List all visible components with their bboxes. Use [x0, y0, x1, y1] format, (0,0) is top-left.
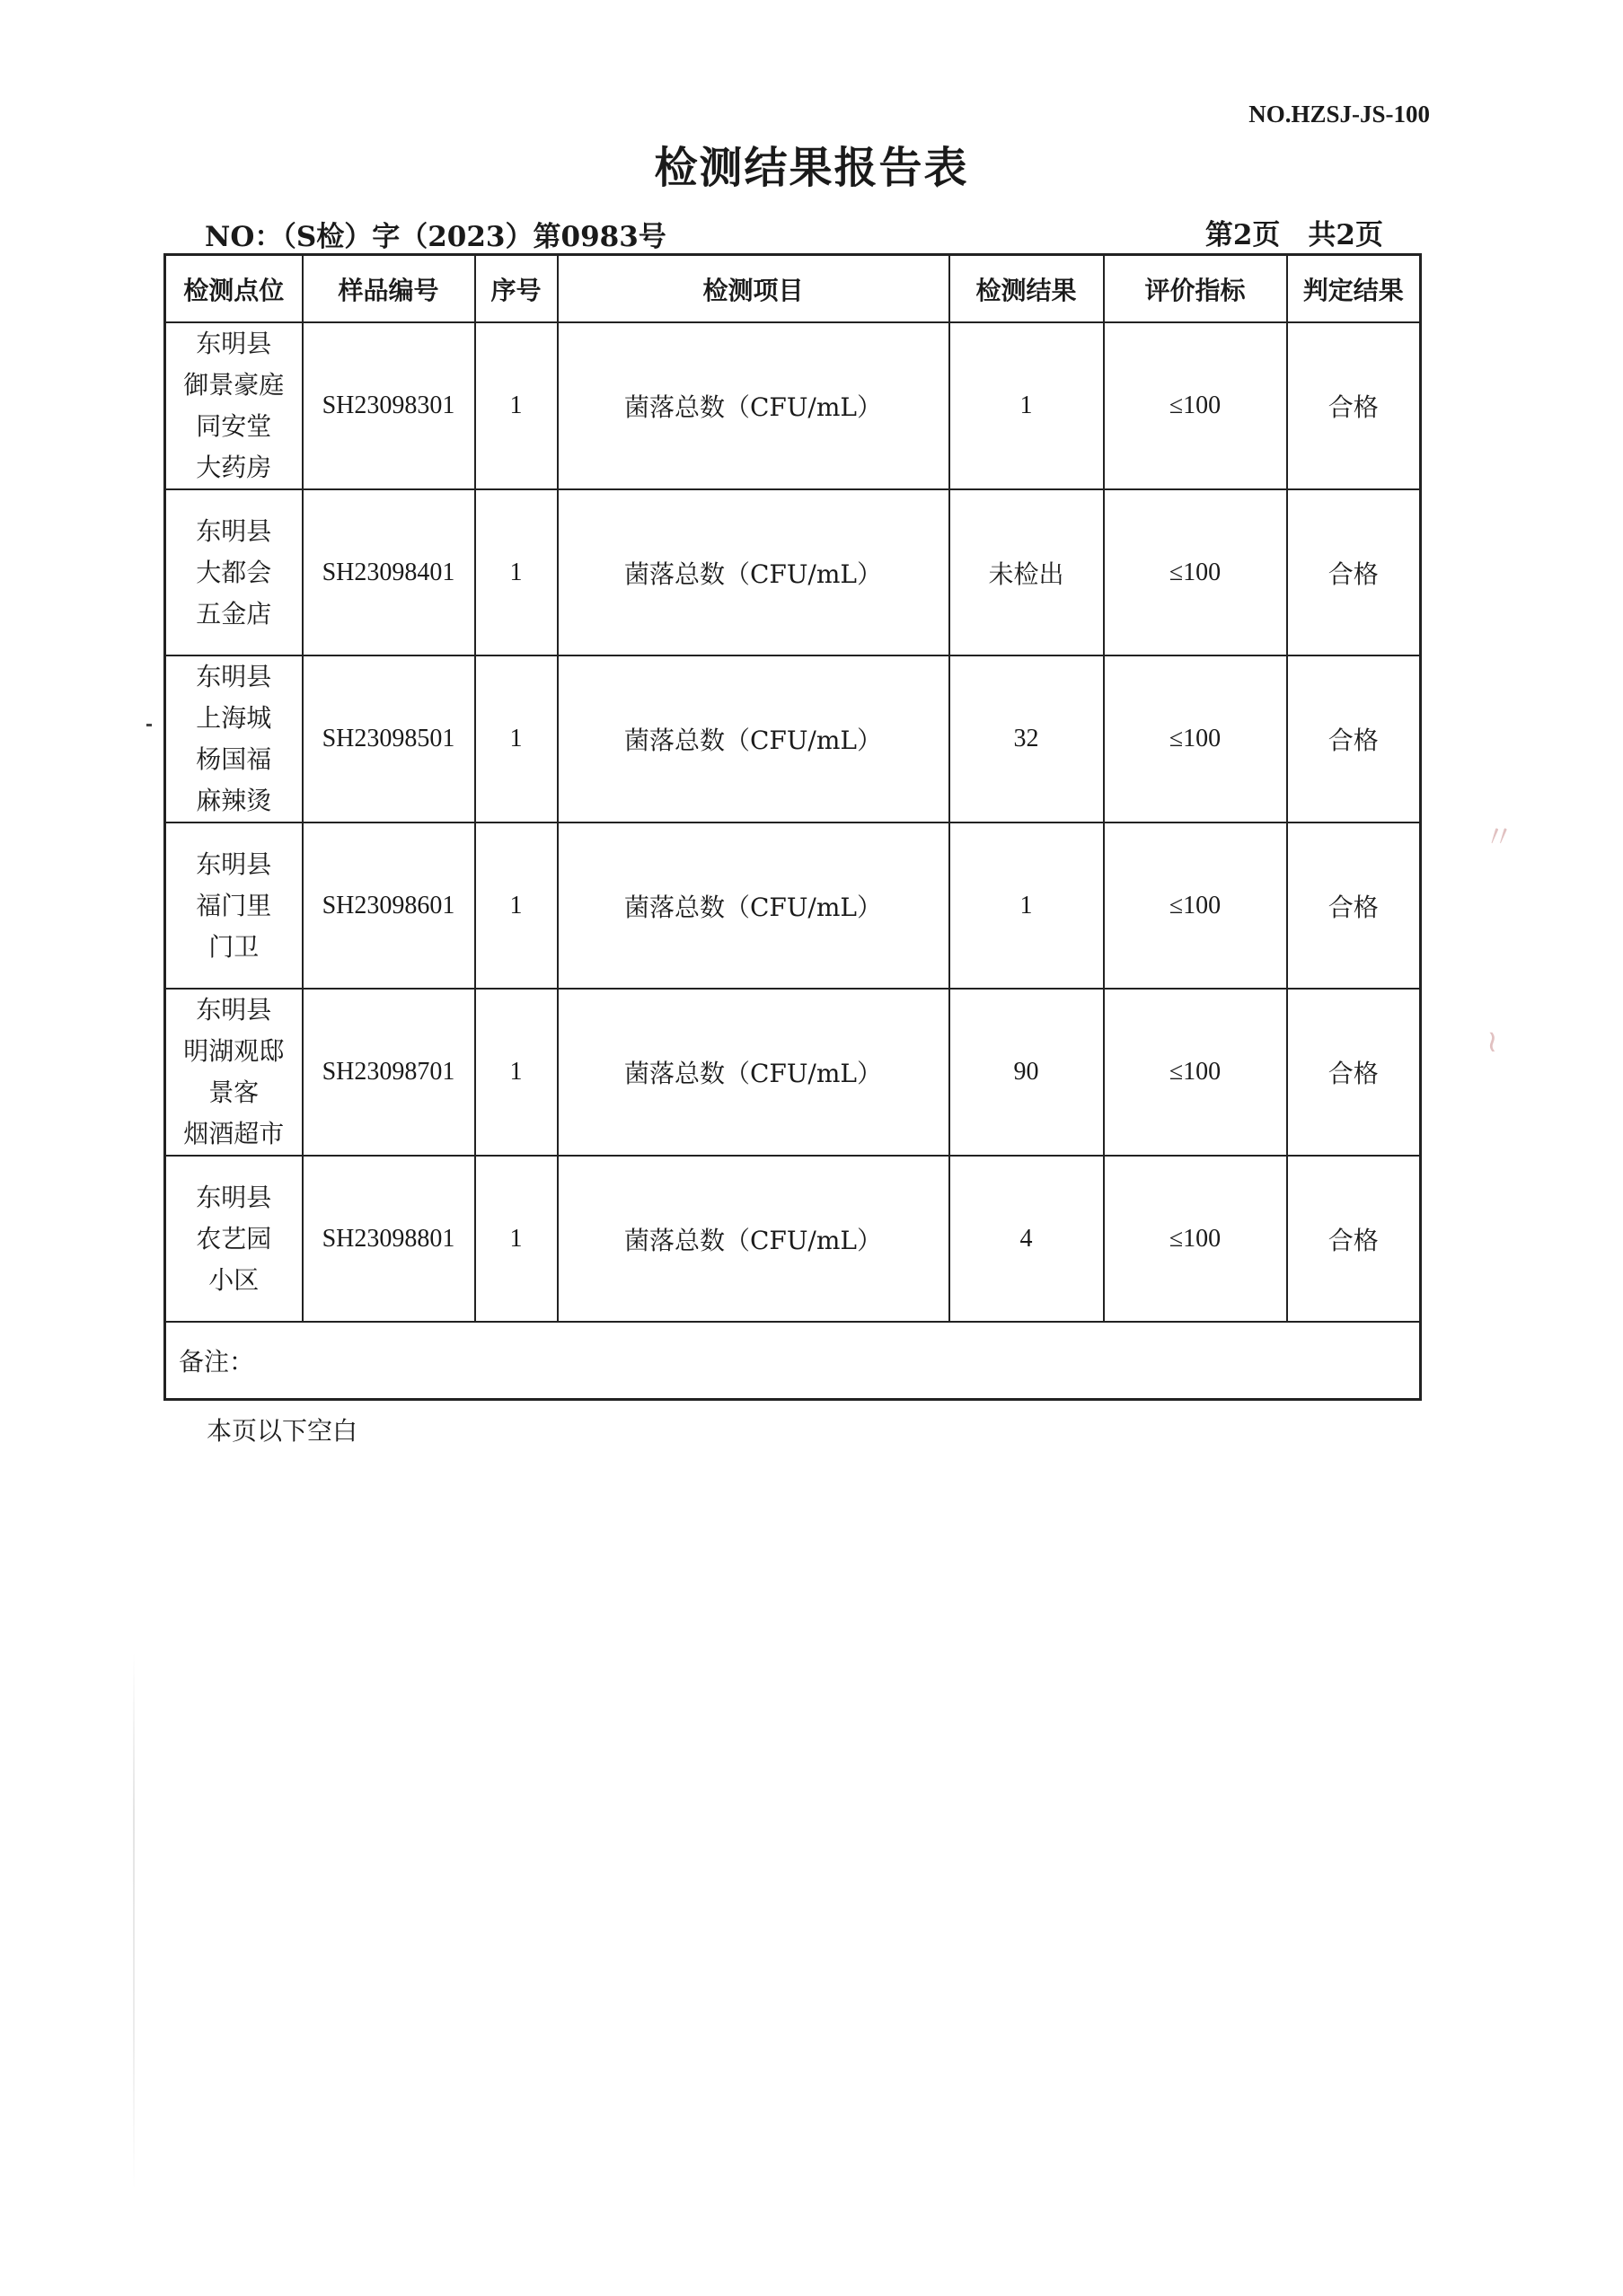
column-header-verdict: 判定结果 [1287, 255, 1421, 323]
site-line: 东明县 [196, 849, 272, 879]
site-line: 杨国福 [196, 744, 272, 774]
seq-cell: 1 [475, 655, 558, 823]
page-title: 检测结果报告表 [654, 143, 969, 193]
document-code: NO.HZSJ-JS-100 [1248, 101, 1430, 128]
limit-cell: ≤100 [1104, 489, 1287, 655]
site-cell [165, 989, 303, 1156]
scan-dot [146, 724, 152, 726]
table-row [165, 655, 1421, 823]
result-cell: 32 [949, 655, 1104, 823]
site-line: 麻辣烫 [196, 786, 272, 815]
site-line: 同安堂 [196, 411, 272, 441]
item-cell: 菌落总数（CFU/mL） [558, 823, 949, 989]
limit-cell: ≤100 [1104, 1156, 1287, 1322]
verdict-cell: 合格 [1287, 1156, 1421, 1322]
table-row [165, 1156, 1421, 1322]
table-row [165, 322, 1421, 489]
seq-cell: 1 [475, 322, 558, 489]
limit-cell: ≤100 [1104, 655, 1287, 823]
sample-no-cell: SH23098301 [303, 322, 475, 489]
site-cell [165, 655, 303, 823]
site-line: 上海城 [196, 703, 272, 733]
site-line: 门卫 [208, 931, 260, 962]
item-cell: 菌落总数（CFU/mL） [558, 655, 949, 823]
site-line: 五金店 [196, 598, 272, 629]
site-line: 景客 [208, 1078, 260, 1107]
result-cell: 1 [949, 823, 1104, 989]
site-cell [165, 489, 303, 655]
site-line: 福门里 [196, 890, 272, 920]
report-number: NO：（S检）字（2023）第0983号 [205, 221, 666, 253]
site-cell [165, 322, 303, 489]
site-cell [165, 1156, 303, 1322]
sample-no-cell: SH23098801 [303, 1156, 475, 1322]
result-cell: 4 [949, 1156, 1104, 1322]
site-line: 东明县 [196, 515, 272, 546]
site-line: 烟酒超市 [183, 1119, 285, 1148]
seq-cell: 1 [475, 489, 558, 655]
column-header-limit: 评价指标 [1104, 255, 1287, 323]
table-row [165, 489, 1421, 655]
sample-no-cell: SH23098701 [303, 989, 475, 1156]
sample-no-cell: SH23098401 [303, 489, 475, 655]
table-row [165, 989, 1421, 1156]
table-header-row [165, 255, 1421, 323]
site-line: 大药房 [196, 453, 272, 482]
limit-cell: ≤100 [1104, 823, 1287, 989]
column-header-result: 检测结果 [949, 255, 1104, 323]
verdict-cell: 合格 [1287, 655, 1421, 823]
result-cell: 未检出 [949, 489, 1104, 655]
item-cell: 菌落总数（CFU/mL） [558, 489, 949, 655]
site-line: 明湖观邸 [183, 1036, 285, 1066]
stamp-fragment-icon: 〃 [1484, 820, 1514, 856]
sample-no-cell: SH23098501 [303, 655, 475, 823]
blank-below-note: 本页以下空白 [207, 1416, 358, 1446]
verdict-cell: 合格 [1287, 823, 1421, 989]
limit-cell: ≤100 [1104, 989, 1287, 1156]
verdict-cell: 合格 [1287, 489, 1421, 655]
verdict-cell: 合格 [1287, 322, 1421, 489]
seq-cell: 1 [475, 1156, 558, 1322]
item-cell: 菌落总数（CFU/mL） [558, 1156, 949, 1322]
site-line: 大都会 [196, 557, 272, 587]
stamp-fragment-icon: ≀ [1486, 1024, 1498, 1060]
remark-label: 备注： [165, 1322, 1421, 1400]
results-table [163, 253, 1422, 1401]
column-header-seq: 序号 [475, 255, 558, 323]
result-cell: 1 [949, 322, 1104, 489]
site-line: 小区 [208, 1264, 260, 1295]
column-header-site: 检测点位 [165, 255, 303, 323]
column-header-sample-no: 样品编号 [303, 255, 475, 323]
seq-cell: 1 [475, 989, 558, 1156]
seq-cell: 1 [475, 823, 558, 989]
sample-no-cell: SH23098601 [303, 823, 475, 989]
site-line: 御景豪庭 [183, 370, 285, 400]
site-line: 东明县 [196, 995, 272, 1025]
site-line: 东明县 [196, 662, 272, 691]
scan-edge-shadow [133, 1652, 135, 2191]
remark-row [165, 1322, 1421, 1400]
item-cell: 菌落总数（CFU/mL） [558, 322, 949, 489]
site-line: 农艺园 [196, 1223, 272, 1254]
site-cell [165, 823, 303, 989]
verdict-cell: 合格 [1287, 989, 1421, 1156]
result-cell: 90 [949, 989, 1104, 1156]
site-line: 东明县 [196, 1182, 272, 1212]
table-row [165, 823, 1421, 989]
column-header-item: 检测项目 [558, 255, 949, 323]
limit-cell: ≤100 [1104, 322, 1287, 489]
page-indicator: 第2页 共2页 [1204, 219, 1383, 251]
item-cell: 菌落总数（CFU/mL） [558, 989, 949, 1156]
site-line: 东明县 [196, 329, 272, 358]
